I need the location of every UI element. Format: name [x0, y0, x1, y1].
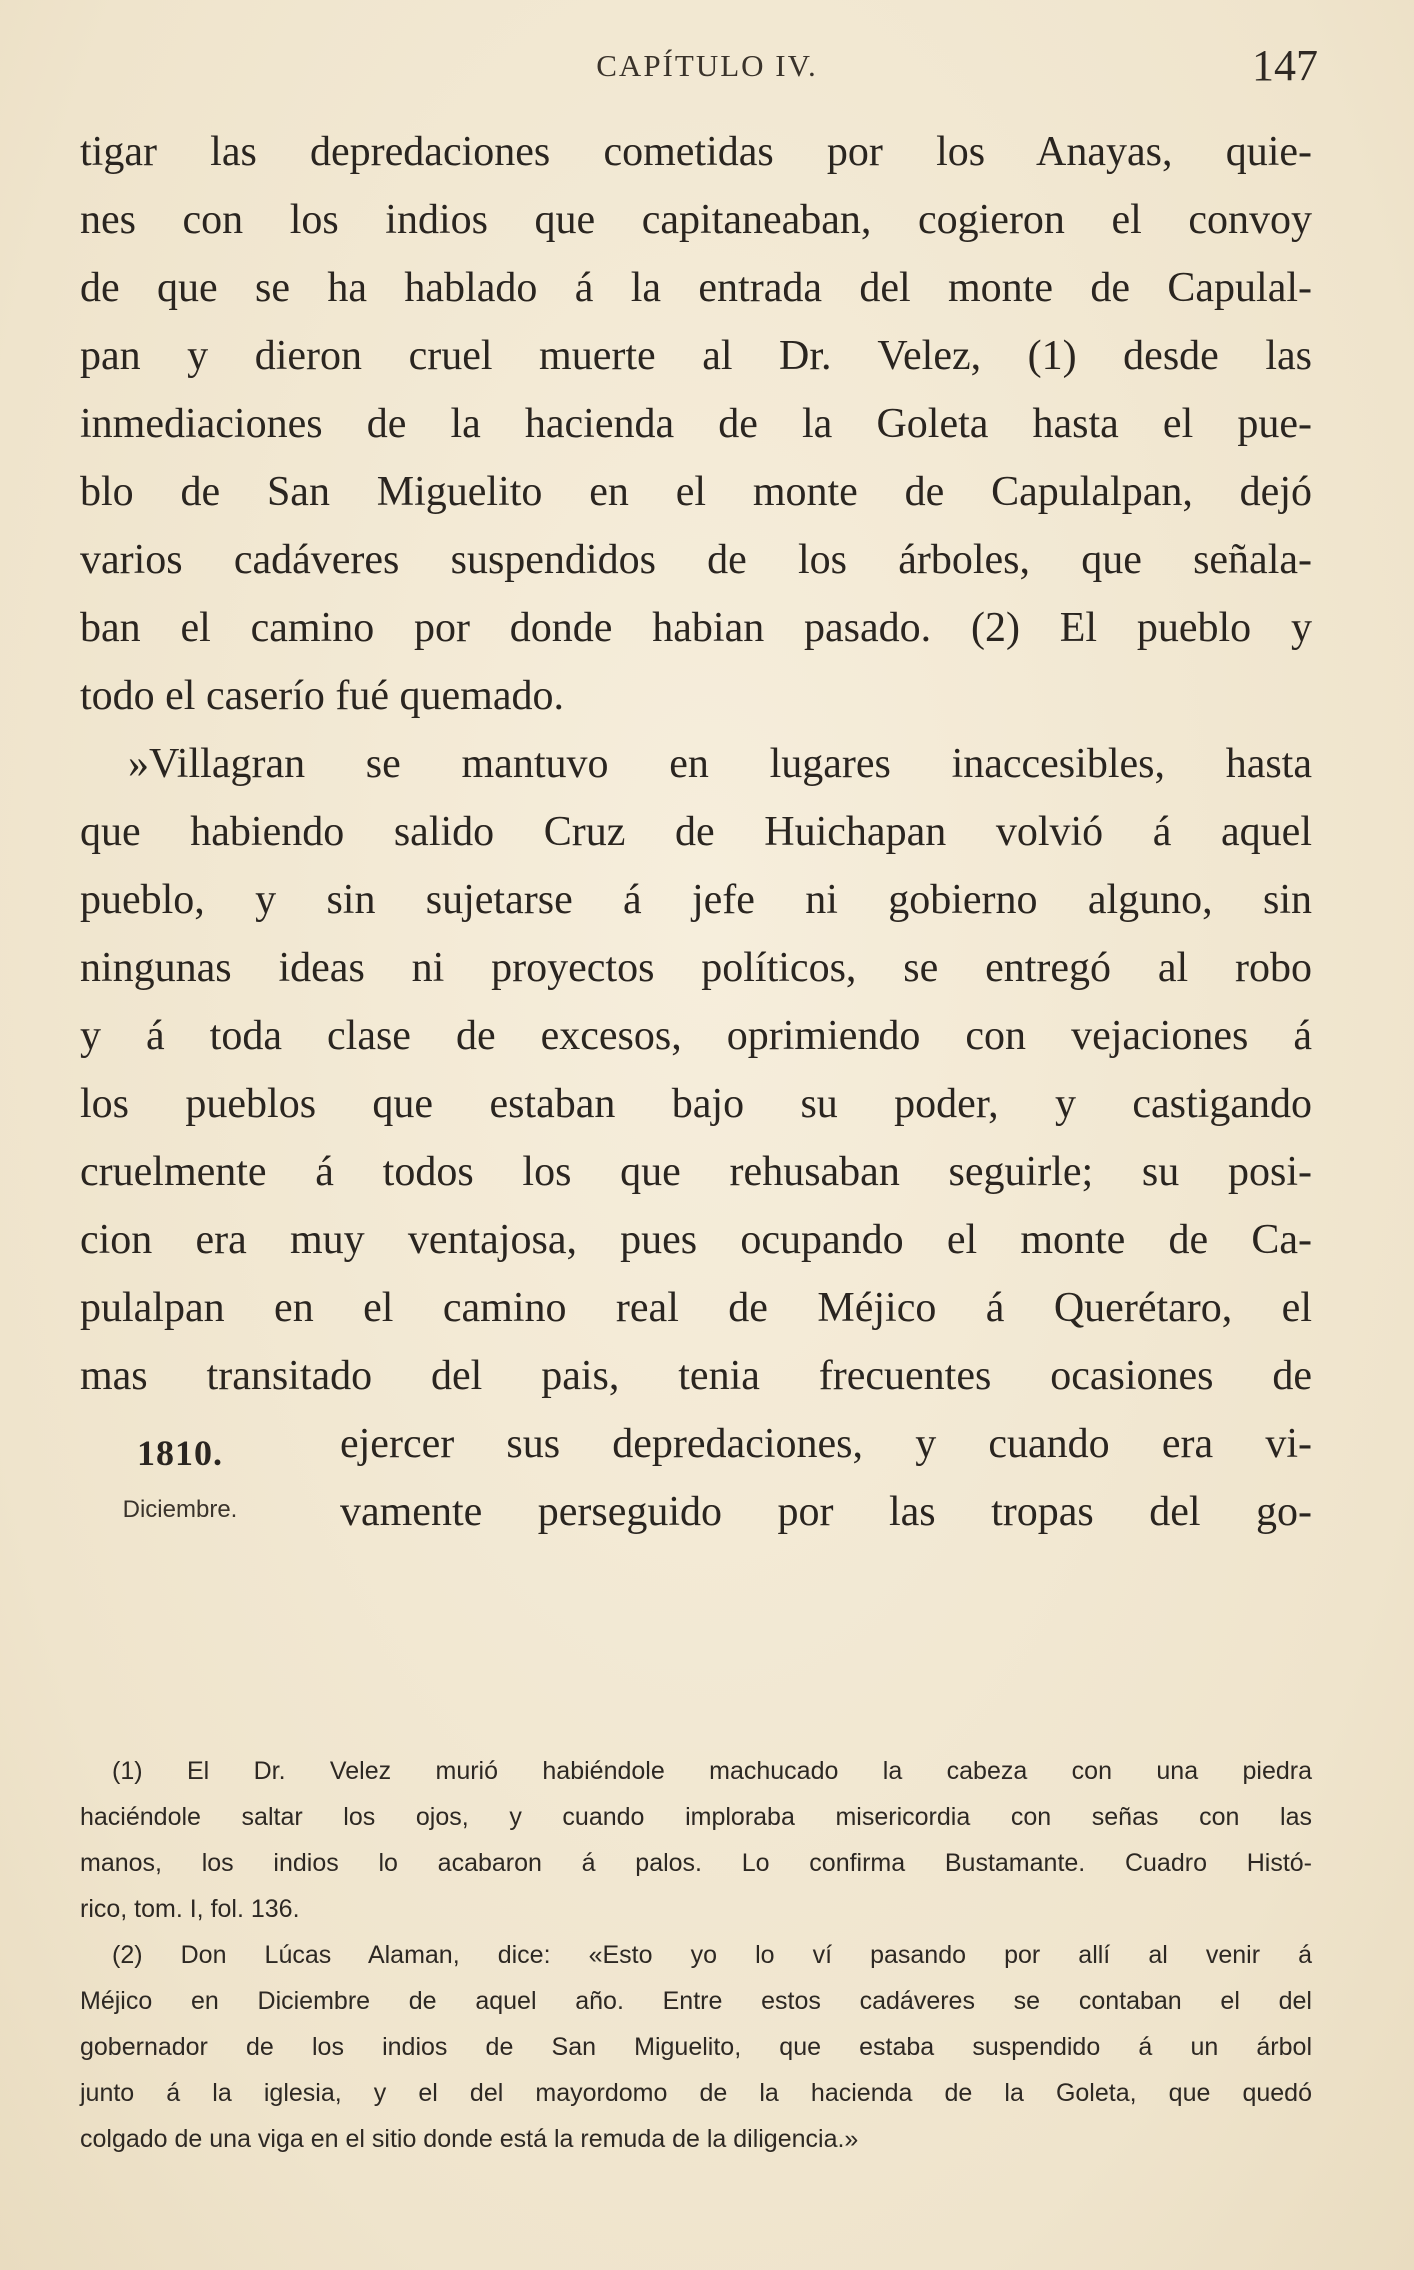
- text-line: ejercer sus depredaciones, y cuando era vi-: [340, 1421, 1312, 1467]
- text-line: y á toda clase de excesos, oprimiendo con vejaciones á: [80, 1013, 1312, 1059]
- footnote-line: Méjico en Diciembre de aquel año. Entre estos cadáveres se contaban el del: [80, 1987, 1312, 2015]
- text-line: tigar las depredaciones cometidas por los Anayas, quie-: [80, 129, 1312, 175]
- footnote-line: junto á la iglesia, y el del mayordomo de la hacienda de la Goleta, que quedó: [80, 2079, 1312, 2107]
- text-line: pueblo, y sin sujetarse á jefe ni gobierno alguno, sin: [80, 877, 1312, 923]
- text-line: pulalpan en el camino real de Méjico á Querétaro, el: [80, 1285, 1312, 1331]
- footnote-line: gobernador de los indios de San Miguelito, que estaba suspendido á un árbol: [80, 2033, 1312, 2061]
- running-head: [0, 40, 1414, 100]
- footnotes: [80, 1748, 1312, 2162]
- chapter-title: CAPÍTULO IV.: [596, 48, 818, 83]
- text-line: los pueblos que estaban bajo su poder, y castigando: [80, 1081, 1312, 1127]
- text-line: blo de San Miguelito en el monte de Capulalpan, dejó: [80, 469, 1312, 515]
- footnote-line: haciéndole saltar los ojos, y cuando imploraba misericordia con señas con las: [80, 1803, 1312, 1831]
- hanging-text: [340, 1410, 1312, 1546]
- text-line: nes con los indios que capitaneaban, cogieron el convoy: [80, 197, 1312, 243]
- main-text: [80, 118, 1312, 1410]
- footnote-line: (2) Don Lúcas Alaman, dice: «Esto yo lo ví pasando por allí al venir á: [112, 1941, 1312, 1969]
- text-line: vamente perseguido por las tropas del go-: [340, 1489, 1312, 1535]
- text-line: cion era muy ventajosa, pues ocupando el monte de Ca-: [80, 1217, 1312, 1263]
- text-line: todo el caserío fué quemado.: [80, 673, 564, 719]
- text-line: varios cadáveres suspendidos de los árboles, que señala-: [80, 537, 1312, 583]
- text-line: ningunas ideas ni proyectos políticos, se entregó al robo: [80, 945, 1312, 991]
- text-line: cruelmente á todos los que rehusaban seguirle; su posi-: [80, 1149, 1312, 1195]
- text-line: ban el camino por donde habian pasado. (2) El pueblo y: [80, 605, 1312, 651]
- text-line: mas transitado del pais, tenia frecuentes ocasiones de: [80, 1353, 1312, 1399]
- margin-month: Diciembre.: [122, 1496, 238, 1523]
- text-line: pan y dieron cruel muerte al Dr. Velez, (1) desde las: [80, 333, 1312, 379]
- footnote-line: colgado de una viga en el sitio donde está la remuda de la diligencia.»: [80, 2125, 859, 2153]
- margin-year: 1810.: [137, 1433, 223, 1473]
- text-line: de que se ha hablado á la entrada del monte de Capulal-: [80, 265, 1312, 311]
- footnote-line: rico, tom. I, fol. 136.: [80, 1895, 300, 1923]
- footnote-line: manos, los indios lo acabaron á palos. Lo confirma Bustamante. Cuadro Histó-: [80, 1849, 1312, 1877]
- page-number: 147: [1252, 41, 1318, 90]
- text-line: inmediaciones de la hacienda de la Goleta hasta el pue-: [80, 401, 1312, 447]
- text-line: »Villagran se mantuvo en lugares inaccesibles, hasta: [128, 741, 1312, 787]
- footnote-line: (1) El Dr. Velez murió habiéndole machucado la cabeza con una piedra: [112, 1757, 1312, 1785]
- text-line: que habiendo salido Cruz de Huichapan volvió á aquel: [80, 809, 1312, 855]
